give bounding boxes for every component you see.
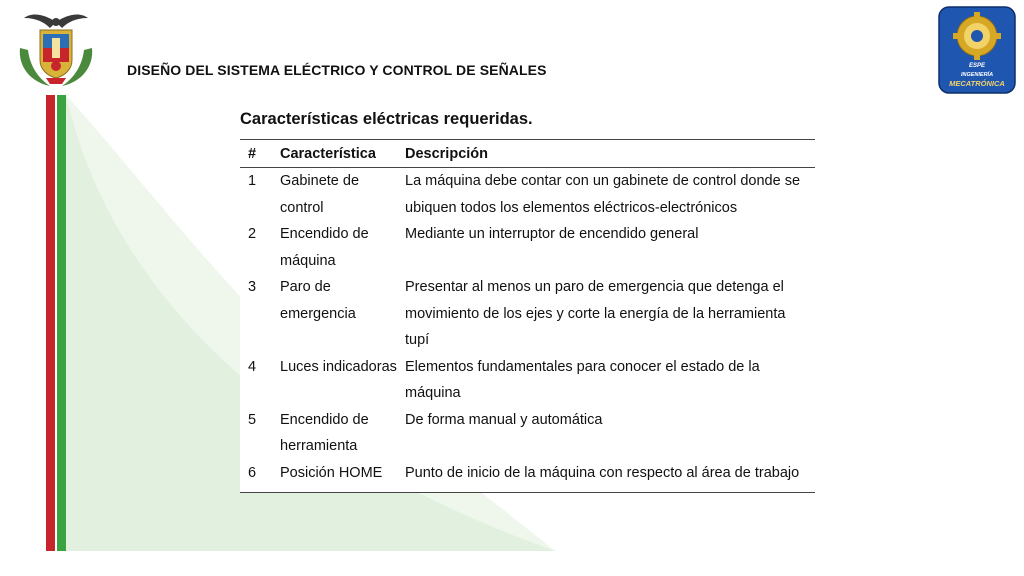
table-row <box>240 221 815 274</box>
logo-text-mecatronica: MECATRÓNICA <box>949 79 1005 88</box>
green-stripe <box>57 95 66 551</box>
logo-text-espe: ESPE <box>968 63 986 69</box>
row-number: 3 <box>248 279 257 295</box>
logo-text-ingenieria: INGENIERÍA <box>960 72 994 78</box>
coat-of-arms-logo <box>10 8 102 90</box>
row-feature: Paro de emergencia <box>280 279 356 322</box>
row-description: La máquina debe contar con un gabinete de control donde se ubiquen todos los elementos eléctricos-electrónicos <box>405 173 801 216</box>
table-row <box>240 168 815 222</box>
row-number: 5 <box>248 411 257 428</box>
row-number: 1 <box>248 173 257 189</box>
row-description: Punto de inicio de la máquina con respecto al área de trabajo <box>405 460 815 493</box>
table-header-row <box>240 140 815 168</box>
red-stripe <box>46 95 55 551</box>
row-feature: Luces indicadoras <box>280 358 397 375</box>
column-header-number: # <box>240 140 280 168</box>
requirements-table-container <box>240 139 815 493</box>
row-description: Presentar al menos un paro de emergencia que detenga el movimiento de los ejes y corte la energía de la herramienta tupí <box>405 279 786 348</box>
table-row <box>240 274 815 354</box>
row-description: Mediante un interruptor de encendido general <box>405 226 699 242</box>
page-header-title: DISEÑO DEL SISTEMA ELÉCTRICO Y CONTROL DE SEÑALES <box>127 62 547 78</box>
row-feature: Posición HOME <box>280 460 405 493</box>
row-feature: Encendido de máquina <box>280 226 369 269</box>
row-number: 6 <box>240 460 280 493</box>
column-header-description: Descripción <box>405 140 815 168</box>
table-row <box>240 407 815 460</box>
espe-mechatronics-logo <box>938 6 1016 94</box>
row-number: 2 <box>248 226 257 242</box>
column-header-feature: Característica <box>280 140 405 168</box>
table-row <box>240 354 815 407</box>
row-feature: Encendido de herramienta <box>280 411 369 454</box>
row-description: Elementos fundamentales para conocer el estado de la máquina <box>405 358 760 401</box>
table-title: Características eléctricas requeridas. <box>240 110 533 128</box>
table-row <box>240 460 815 493</box>
row-description: De forma manual y automática <box>405 411 603 428</box>
requirements-table <box>240 139 815 493</box>
row-feature: Gabinete de control <box>280 173 360 216</box>
row-number: 4 <box>248 358 257 375</box>
